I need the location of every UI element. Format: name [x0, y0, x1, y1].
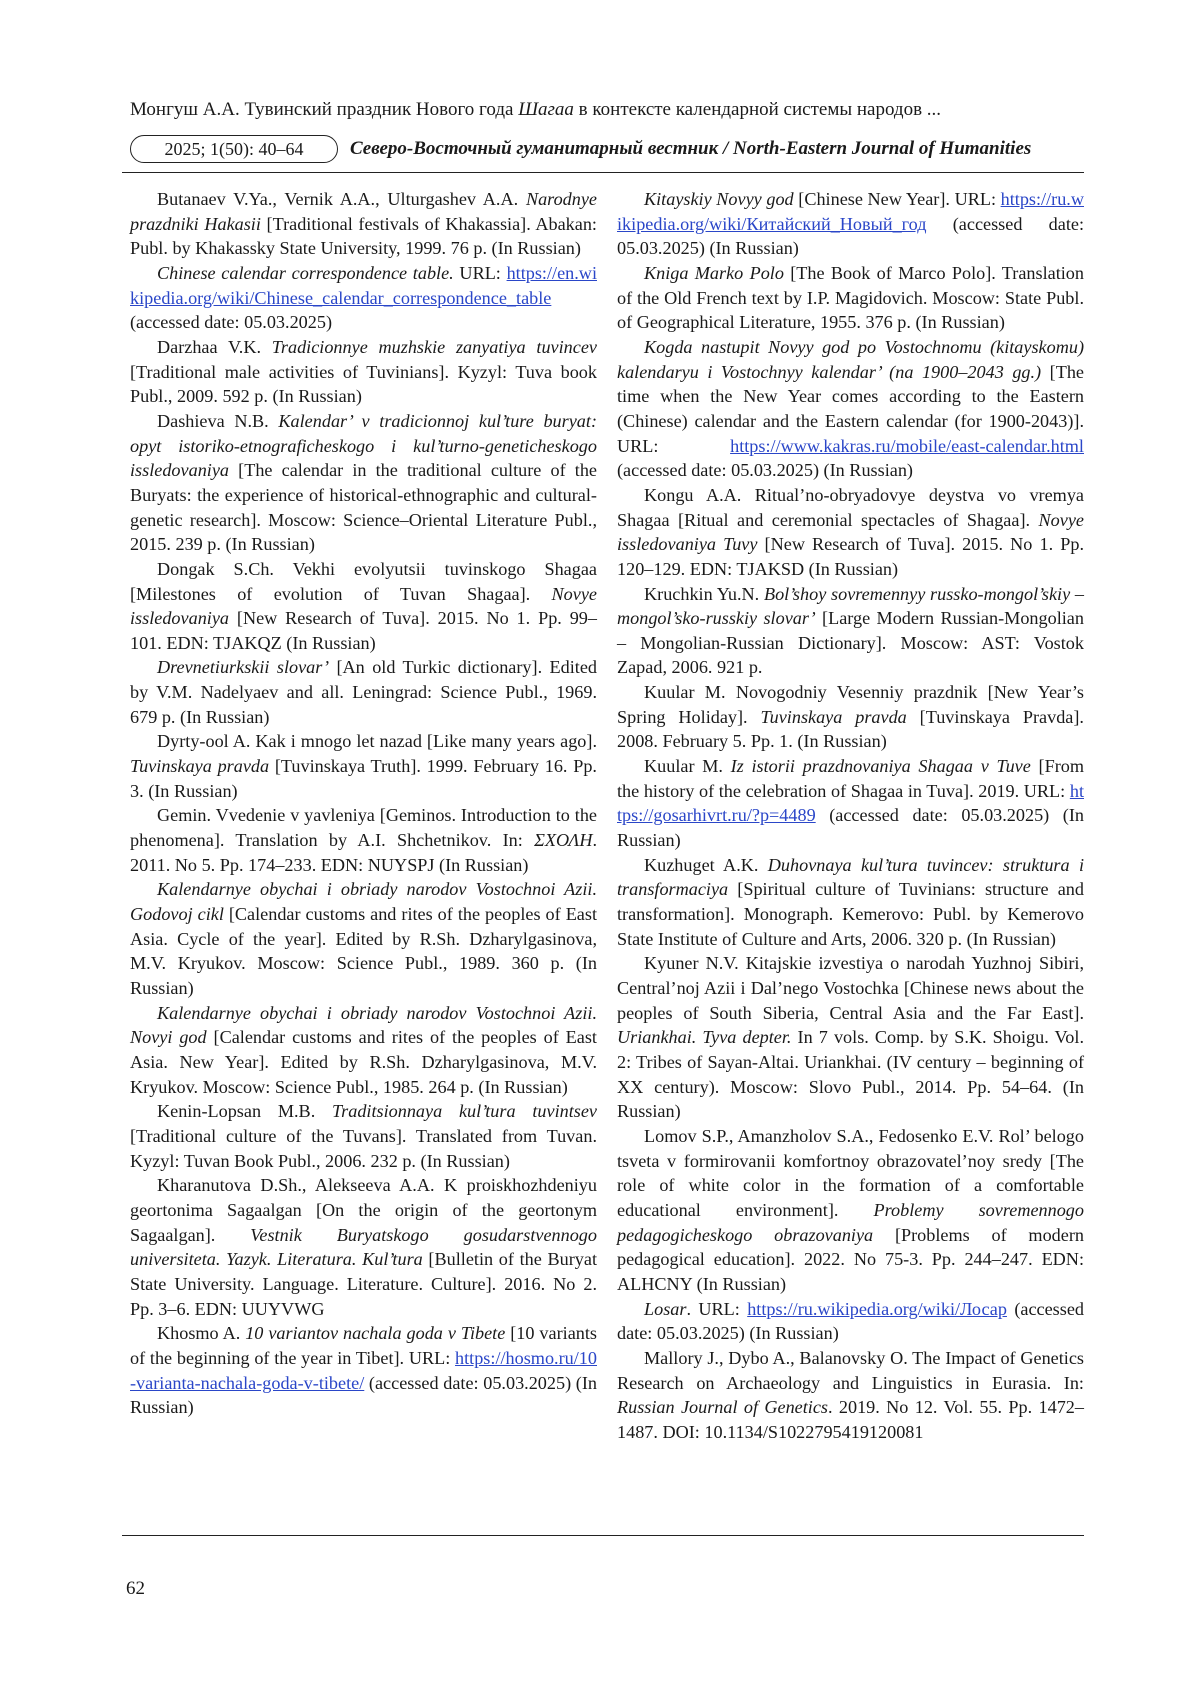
reference-text: [The calendar in the traditional culture of the Buryats: the experience of historical-ethnographic and cultural-genetic research]. Moscow: Science–Oriental Literature Publ., 2015. 239 p. (In Russian): [130, 460, 597, 555]
reference-text: Kyuner N.V. Kitajskie izvestiya o narodah Yuzhnoj Sibiri, Central’noj Azii i Dal’nego Vostochka [Chinese news about the peoples of South Siberia, Central Asia and the Far East].: [617, 953, 1084, 1023]
reference-italic-title: Kalendarnye obychai i obriady narodov Vostochnoi Azii. Novyi god: [130, 1002, 597, 1048]
reference-italic-title: Uriankhai. Tyva depter.: [617, 1027, 792, 1048]
reference-text: Khosmo A.: [157, 1323, 246, 1344]
reference-url-link[interactable]: https://www.kakras.ru/mobile/east-calendar.html: [730, 435, 1084, 456]
reference-text: (accessed date: 05.03.2025) (In Russian): [617, 805, 1084, 851]
reference-text: Darzhaa V.K.: [157, 336, 272, 357]
reference-entry: [130, 187, 597, 261]
reference-italic-title: Losar: [644, 1298, 687, 1319]
reference-text: [New Research of Tuva]. 2015. No 1. Pp. 120–129. EDN: TJAKSD (In Russian): [617, 534, 1084, 579]
reference-italic-title: Iz istorii prazdnovaniya Shagaa v Tuve: [730, 756, 1031, 777]
reference-text: URL:: [453, 262, 507, 283]
reference-text: Dashieva N.B.: [157, 410, 279, 431]
reference-entry: [617, 853, 1084, 952]
reference-text: [New Research of Tuva]. 2015. No 1. Pp. 99–101. EDN: TJAKQZ (In Russian): [130, 608, 597, 653]
reference-entry: [617, 680, 1084, 754]
reference-url-link[interactable]: https://hosmo.ru/10-varianta-nachala-goda-v-tibete/: [130, 1347, 597, 1393]
reference-italic-title: Novye issledovaniya: [130, 583, 597, 629]
reference-text: [Calendar customs and rites of the peoples of East Asia. New Year]. Edited by R.Sh. Dzharylgasinova, M.V. Kryukov. Moscow: Science Publ., 1985. 264 p. (In Russian): [130, 1027, 597, 1097]
reference-text: In 7 vols. Comp. by S.K. Shoigu. Vol. 2: Tribes of Sayan-Altai. Uriankhai. (IV century – beginning of XX century). Moscow: Slovo Publ., 2014. Pp. 54–64. (In Russian): [617, 1027, 1084, 1122]
reference-text: [Tuvinskaya Pravda]. 2008. February 5. Pp. 1. (In Russian): [617, 706, 1084, 752]
reference-italic-title: Tradicionnye muzhskie zanyatiya tuvincev: [271, 336, 597, 357]
reference-entry: [617, 1297, 1084, 1346]
reference-italic-title: Narodnye prazdniki Hakasii: [130, 189, 597, 234]
reference-italic-title: Vestnik Buryatskogo gosudarstvennogo universiteta. Yazyk. Literatura. Kul’tura: [130, 1224, 597, 1270]
running-title: [130, 98, 1090, 122]
reference-entry: [130, 729, 597, 803]
reference-text: Kuular M.: [644, 756, 731, 777]
reference-entry: [617, 582, 1084, 681]
reference-italic-title: Tuvinskaya pravda: [760, 706, 907, 727]
reference-text: Gemin. Vvedenie v yavleniya [Geminos. Introduction to the phenomena]. Translation by A.I. Shchetnikov. In:: [130, 805, 597, 851]
journal-name: Северо-Восточный гуманитарный вестник / North-Eastern Journal of Humanities: [350, 138, 1032, 159]
reference-text: [Bulletin of the Buryat State University. Language. Literature. Culture]. 2016. No 2. Pp. 3–6. EDN: UUYVWG: [130, 1249, 598, 1319]
reference-text: [The Book of Marco Polo]. Translation of the Old French text by I.P. Magidovich. Moscow: State Publ. of Geographical Literature, 1955. 376 p. (In Russian): [617, 262, 1084, 333]
reference-text: Kruchkin Yu.N.: [644, 583, 764, 604]
reference-text: Kuzhuget A.K.: [644, 854, 768, 875]
reference-italic-title: ΣΧΟΛΗ: [534, 830, 593, 851]
reference-italic-title: Bol’shoy sovremennyy russko-mongol’skiy – mongol’sko-russkiy slovar’: [617, 583, 1084, 629]
reference-entry: [617, 754, 1084, 853]
reference-text: [An old Turkic dictionary]. Edited by V.M. Nadelyaev and all. Leningrad: Science Publ., 1969. 679 p. (In Russian): [130, 657, 597, 727]
reference-text: [From the history of the celebration of Shagaa in Tuva]. 2019. URL:: [617, 756, 1084, 801]
reference-text: Kuular M. Novogodniy Vesenniy prazdnik [New Year’s Spring Holiday].: [617, 682, 1084, 727]
reference-url-link[interactable]: https://ru.wikipedia.org/wiki/Лосар: [747, 1298, 1007, 1319]
references-right-column: [617, 187, 1084, 1444]
reference-text: [Traditional festivals of Khakassia]. Abakan: Publ. by Khakassky State University, 1999. 76 p. (In Russian): [130, 213, 597, 259]
reference-italic-title: Duhovnaya kul’tura tuvincev: struktura i transformaciya: [617, 854, 1084, 900]
reference-text: Kenin-Lopsan M.B.: [157, 1101, 333, 1122]
reference-entry: [130, 877, 597, 1000]
reference-entry: [130, 409, 597, 557]
reference-italic-title: 10 variantov nachala goda v Tibete: [245, 1323, 506, 1344]
reference-text: [Large Modern Russian-Mongolian – Mongolian-Russian Dictionary]. Moscow: AST: Vostok Zapad, 2006. 921 p.: [617, 608, 1084, 678]
reference-entry: [130, 1173, 597, 1321]
reference-italic-title: Drevnetiurkskii slovar’: [157, 657, 330, 678]
reference-entry: [617, 1124, 1084, 1297]
reference-italic-title: Kniga Marko Polo: [644, 262, 784, 283]
reference-text: [Chinese New Year]. URL:: [793, 189, 1001, 209]
reference-entry: [617, 951, 1084, 1124]
reference-text: [Spiritual culture of Tuvinians: structure and transformation]. Monograph. Kemerovo: Publ. by Kemerovo State Institute of Culture and Arts, 2006. 320 p. (In Russian): [617, 879, 1084, 949]
issue-badge: 2025; 1(50): 40–64: [130, 135, 338, 163]
reference-text: Butanaev V.Ya., Vernik A.A., Ulturgashev A.A.: [157, 189, 526, 209]
reference-entry: [130, 803, 597, 877]
reference-italic-title: Kalendarnye obychai i obriady narodov Vostochnoi Azii. Godovoj cikl: [130, 879, 597, 925]
reference-text: [Tuvinskaya Truth]. 1999. February 16. Pp. 3. (In Russian): [130, 756, 597, 801]
reference-entry: [130, 655, 597, 729]
reference-entry: [130, 335, 597, 409]
reference-text: . 2019. No 12. Vol. 55. Pp. 1472–1487. DOI: 10.1134/S1022795419120081: [617, 1397, 1084, 1442]
reference-entry: [617, 261, 1084, 335]
reference-text: (accessed date: 05.03.2025) (In Russian): [617, 1298, 1084, 1344]
reference-italic-title: Chinese calendar correspondence table.: [157, 262, 454, 283]
reference-italic-title: Traditsionnaya kul’tura tuvintsev: [332, 1101, 597, 1122]
reference-entry: [617, 483, 1084, 582]
reference-text: Dyrty-ool A. Kak i mnogo let nazad [Like many years ago].: [157, 731, 597, 752]
reference-text: [Traditional culture of the Tuvans]. Translated from Tuvan. Kyzyl: Tuvan Book Publ., 2006. 232 p. (In Russian): [130, 1125, 597, 1171]
reference-italic-title: Novye issledovaniya Tuvy: [617, 509, 1084, 555]
reference-entry: [130, 261, 597, 335]
reference-url-link[interactable]: https://ru.wikipedia.org/wiki/Китайский_Новый_год: [617, 189, 1084, 234]
reference-text: Lomov S.P., Amanzholov S.A., Fedosenko E.V. Rol’ belogo tsveta v formirovanii komfortnoy obrazovatel’noy sredy [The role of white color in the formation of a comfortable educational environment].: [617, 1125, 1084, 1220]
reference-entry: [130, 1321, 597, 1420]
reference-italic-title: Kitayskiy Novyy god: [644, 189, 794, 209]
reference-text: (accessed date: 05.03.2025): [130, 312, 333, 333]
footer-rule: [122, 1535, 1084, 1536]
reference-text: . 2011. No 5. Pp. 174–233. EDN: NUYSPJ (In Russian): [130, 830, 597, 875]
reference-text: [The time when the New Year comes according to the Eastern (Chinese) calendar and the Eastern calendar (for 1900-2043)]. URL:: [617, 361, 1084, 456]
reference-text: [10 variants of the beginning of the year in Tibet]. URL:: [130, 1323, 597, 1368]
reference-entry: [617, 187, 1084, 261]
reference-text: [Traditional male activities of Tuvinians]. Kyzyl: Tuva book Publ., 2009. 592 p. (In Russian): [130, 361, 597, 407]
reference-entry: [617, 335, 1084, 483]
reference-text: Kongu A.A. Ritual’no-obryadovye deystva vo vremya Shagaa [Ritual and ceremonial spectacles of Shagaa].: [617, 484, 1084, 530]
reference-text: Kharanutova D.Sh., Alekseeva A.A. K proiskhozhdeniyu geortonima Sagaalgan [On the origin of the geortonym Sagaalgan].: [130, 1175, 597, 1245]
reference-text: (accessed date: 05.03.2025) (In Russian): [617, 213, 1084, 259]
running-title-italic: Шагаа: [518, 99, 574, 120]
reference-italic-title: Kalendar’ v tradicionnoj kul’ture buryat: opyt istoriko-etnograficheskogo i kul’turno-geneticheskogo issledovaniya: [130, 410, 597, 481]
reference-entry: [130, 1099, 597, 1173]
reference-text: (accessed date: 05.03.2025) (In Russian): [130, 1372, 597, 1418]
reference-text: [Calendar customs and rites of the peoples of East Asia. Cycle of the year]. Edited by R.Sh. Dzharylgasinova, M.V. Kryukov. Moscow: Science Publ., 1989. 360 p. (In Russian): [130, 904, 598, 998]
reference-url-link[interactable]: https://gosarhivrt.ru/?p=4489: [617, 780, 1084, 826]
reference-text: Mallory J., Dybo A., Balanovsky O. The Impact of Genetics Research on Archaeology and Linguistics in Eurasia. In:: [617, 1347, 1084, 1393]
reference-text: . URL:: [686, 1298, 748, 1319]
reference-italic-title: Tuvinskaya pravda: [130, 756, 270, 777]
page-number: 62: [126, 1578, 145, 1599]
running-title-prefix: Монгуш А.А. Тувинский праздник Нового года: [130, 99, 519, 120]
reference-entry: [130, 557, 597, 656]
journal-header: [130, 135, 1085, 163]
reference-url-link[interactable]: https://en.wikipedia.org/wiki/Chinese_calendar_correspondence_table: [130, 262, 597, 308]
references-left-column: [130, 187, 597, 1420]
reference-italic-title: Russian Journal of Genetics: [617, 1397, 828, 1418]
reference-italic-title: Kogda nastupit Novyy god po Vostochnomu (kitayskomu) kalendaryu i Vostochnyy kalendar’ (na 1900–2043 gg.): [617, 336, 1084, 382]
reference-text: [Problems of modern pedagogical education]. 2022. No 75-3. Pp. 244–247. EDN: ALHCNY (In Russian): [617, 1224, 1084, 1294]
reference-entry: [617, 1346, 1084, 1445]
reference-entry: [130, 1001, 597, 1100]
reference-italic-title: Problemy sovremennogo pedagogicheskogo obrazovaniya: [617, 1199, 1084, 1245]
reference-text: Dongak S.Ch. Vekhi evolyutsii tuvinskogo Shagaa [Milestones of evolution of Tuvan Shagaa].: [130, 558, 597, 604]
reference-text: (accessed date: 05.03.2025) (In Russian): [617, 460, 913, 481]
header-rule: [122, 172, 1084, 173]
running-title-suffix: в контексте календарной системы народов ...: [573, 99, 942, 120]
